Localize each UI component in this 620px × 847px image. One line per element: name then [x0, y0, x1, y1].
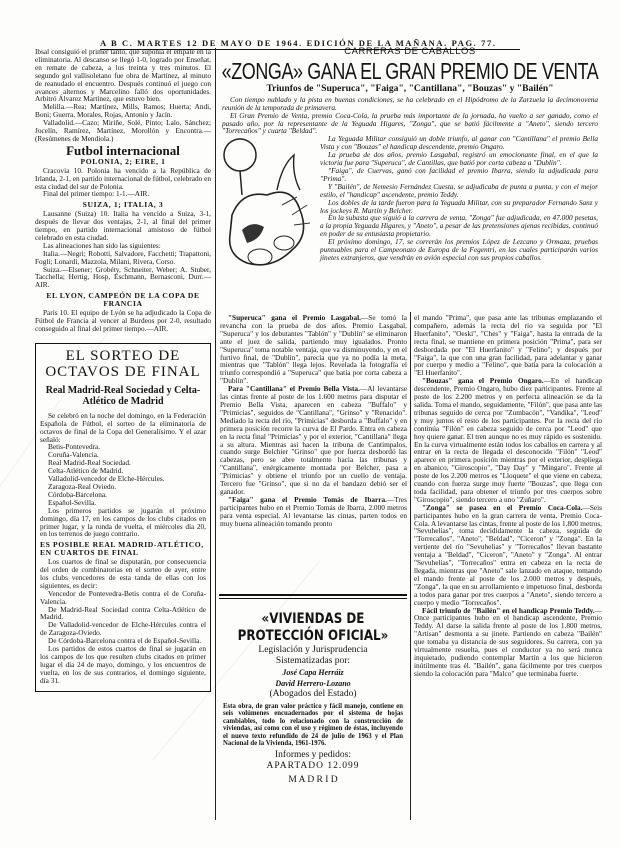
draw-item: Español-Sevilla. — [48, 497, 97, 507]
book-advertisement — [219, 590, 407, 816]
ad-info: Informes y pedidos: — [275, 750, 351, 761]
story-text: París 10. El equipo de Lyón se ha adjudicado la Copa de Fútbol de Francia al vencer al Burdeos por 2-0, resultado conseguido al final del primer tiempo.—AIR. — [35, 308, 211, 333]
story-text: Final del primer tiempo: 1-1.—AIR. — [43, 189, 150, 199]
intro-text: "Faiga", de Cuervas, ganó con facilidad el premio Ibarra, siendo la adjudicada para "Prima". — [320, 165, 598, 183]
race-text: —Se tomó la revancha con la prueba de dos años. Premio Lasgabal, "Superuca" y los debutantes "Tablón" y "Dublín" se eliminaron ante el juez de salida, partiendo muy igualados. Pronto "Superuca" toma notable ventaja, que va disminuyendo, y en el furtivo final, de "Dublín", parecía que ya no podía la meta, mientras que "Tablón" llega lejos. Revelada la fotografía el triunfo correspondió a "Superuca" que batía por corta cabeza a "Dublín". — [220, 314, 407, 386]
ad-author: José Capa Herráiz — [282, 668, 344, 677]
left-column — [35, 48, 211, 692]
ad-role: (Abogados del Estado) — [269, 689, 357, 699]
race-lead: Fácil triunfo de "Bailén" en el handicap Premio Teddy. — [422, 605, 595, 615]
intro-text: Y "Bailén", de Nemesio Fernández Cuesta, se adjudicaba de punta a punta, y con el mejor estilo, el "handicap" ascendente, premio Teddy. — [320, 181, 598, 199]
horse-illustration — [222, 135, 314, 277]
ad-address: APARTADO 12.099 — [266, 761, 360, 772]
race-lead: Para "Cantillana" el Premio Bella Vista. — [228, 384, 360, 394]
race-text: —Al levantarse las cintas frente al poste de los 1.600 metros para disputar el Premio Bella Vista, aparecen en cabeza "Buffalo" y "Primicias", seguidos de "Cantillana", "Grinso" y "Renacido". Mediado la recta del río, "Primicias" desborda a "Buffalo" y en primera posición recorre la curva de El Pardo. Entra en cabeza en la recta final "Primicias" y por el exterior, "Cantillana" llega a su altura. Mientras así hacen la tribuna de Cantimpalos, cuando surge Belchier "Grinso" que por fuerza desbordó las cabezas, pero se abre totalmente hacia las tribunas y "Cantillana", enérgicamente montada por Belcher, pasa a "Primicias" y obtiene el triunfo por un cuello de ventaja. Tercero fue "Grinso", que si no da el bandazo debió ser el ganador. — [220, 384, 407, 496]
box-subtitle: Real Madrid-Real Sociedad y Celta-Atlético de Madrid — [45, 384, 201, 407]
column-rule — [215, 48, 216, 820]
ad-city: M A D R I D — [288, 775, 338, 786]
race-lead: "Faiga" gana el Premio Tomás de Ibarra. — [228, 494, 387, 504]
quarter-item: Vencedor de Pontevedra-Betis contra el de Coruña-Valencia. — [40, 588, 206, 606]
ad-body: Esta obra, de gran valor práctico y fácil manejo, contiene en seis volúmenes encuadernados por el sistema de hojas cambiables, todo lo relacionado con la construcción de viviendas, así como con el uso y régimen de éstas, incluyendo el nuevo texto refundido de 24 de julio de 1963 y el Plan Nacional de la Vivienda, 1961-1976. — [223, 703, 403, 748]
column-rule — [410, 312, 411, 820]
page-header: A B C. MARTES 12 DE MAYO DE 1964. EDICIÓN DE LA MAÑANA. PAG. 77. — [100, 38, 520, 50]
race-text: —Tres participantes hubo en el Premio Tomás de Ibarra, 2.000 metros para venta especial. Al levantarse las cintas, parten todos en muy buena alineación tomando pronto — [220, 494, 407, 528]
subheadline: Triunfos de "Superuca", "Faiga", "Cantillana", "Bouzas" y "Bailén" — [266, 82, 554, 94]
divider — [219, 594, 407, 599]
race-text: el mando "Prima", que pasa ante las tribunas emplazando el compañero, además la recta del río va seguida por "El Huerfanito", "Oeski", "Ches" y "Faiga", hasta la entrada de la recta final, se mantiene en primera posición "Prima", para ser desbordada por "El Huerfanito" y "Felino"; y después por "Faiga", la que con una gran facilidad, para adelantar y ganar por cuerpo y medio a "Felino", que batía para la colocación a "El Huerfanito". — [414, 314, 602, 378]
ad-line: Legislación y Jurisprudencia — [258, 645, 368, 655]
intro-text: En la subasta que siguió a la carrera de venta, "Zonga" fue adjudicada, en 47.000 pesetas, a la propia Yeguada Higares, y "Aneto", a pesar de las pretensiones ajenas recibidas, continuó en poder de su entusiasta propietario. — [320, 213, 598, 239]
intro-text: El Gran Premio de Venta, premio Coca-Cola, la prueba más importante de la jornada, ha vuelto a ser ganado, como el pasado año, por la representante de la Yeguada Higares, "Zonga", que se batió fácilmente a "Aneto", siendo tercero "Torrecaños" y cuarta "Beldad". — [222, 110, 598, 136]
story-text: Cracovia 10. Polonia ha vencido a la República de Irlanda, 2-1, en partido internacional de fútbol, celebrado en esta ciudad del sur de Polonia. — [35, 165, 211, 191]
quarter-item: De Madrid-Real Sociedad contra Celta-Atlético de Madrid. — [40, 604, 206, 622]
box-text: Los partidos de estos cuartos de final se jugarán en los campos de los que resulten clubs citados en primer lugar el día 24 de mayo, domingo, y los encuentros de vuelta, en los de sus contrarios, el domingo siguiente, día 31. — [40, 644, 206, 685]
story-text: Las alineaciones han sido las siguientes: — [43, 240, 161, 250]
story-title: SUIZA, 1; ITALIA, 3 — [82, 200, 164, 210]
story-title: POLONIA, 2; EIRE, 1 — [80, 156, 166, 166]
story-text: Italia.—Negri; Robotti, Salvadore, Facchetti; Trapattoni, Fogli; Lonardi, Mazzola, Milani, Rivera, Corso. — [35, 248, 211, 266]
draw-item: Betis-Pontevedra. — [48, 442, 101, 452]
race-lead: "Superuca" gana el Premio Lasgabal. — [228, 314, 361, 322]
race-lead: "Bouzas" gana el Premio Ongaro. — [422, 376, 544, 386]
intro-text: El próximo domingo, 17, se correrán los premios López de Lezcano y Ormaza, pruebas puntuables para el Campeonato de Europa de la Fegentri, en las cuales participarán varios jinetes extranjeros, que vendrán en avión especial con sus propios caballos. — [320, 237, 598, 262]
race-lead: "Zonga" se pasea en el Premio Coca-Cola. — [422, 502, 583, 512]
draw-item: Coruña-Valencia. — [48, 450, 99, 460]
section-title: Futbol internacional — [66, 142, 180, 158]
draw-item: Real Madrid-Real Sociedad. — [48, 458, 131, 468]
ad-title-line: «VIVIENDAS DE — [261, 611, 365, 627]
intro-text: La prueba de dos años, premio Lasgabal, registró un emocionante final, en el que la victoria fue para "Superuca", de Cantillas, que batió por corta cabeza a "Dublín". — [320, 150, 598, 168]
race-text: —Seis participantes hubo en la gran carrera de venta, Premio Coca-Cola. A levantarse las cintas, frente al poste de los 1.800 metros, "Sevuhelias", toma decididamente la cabeza, seguida de "Torrecaños", "Aneto", "Beldad", "Ciceron" y "Zonga". En la vertiente del río "Sevuhelias" y "Torrecaños" llevan bastante ventaja a "Beldad", "Ciceron", "Aneto" y "Zonga". Al entrar "Sevuhelias", "Torrecaños" entra en cabeza en la recta de llegada, mientras que "Aneto" sale lanzado en ataque, tomando el mando frente al poste de los 2.000 metros y después, "Zonga", la que en su arrollamiento e impetuoso final, desborda a todos para ganar por tres cuerpos a "Aneto", siendo tercero a cuerpo y medio "Torrecaños". — [414, 502, 602, 607]
lineup-melilla: Melilla.—Rea; Martínez, Mills, Ramos; Huerta; Andi, Boni; Guerra, Morales, Rojas, Antonio y Jacín. — [35, 102, 211, 120]
box-title: EL SORTEO DE OCTAVOS DE FINAL — [45, 347, 201, 380]
intro-text: La Yeguada Militar consiguió un doble triunfo, al ganar con "Cantillana" el premio Bella Vista y con "Bouzas" el handicap descendente, premio Ongaro. — [320, 134, 598, 152]
draw-item: Celta-Atlético de Madrid. — [48, 466, 124, 476]
lineup-valladolid: Valladolid.—Cazo; Miriñe, Solé, Pinto; Lalo, Sánchez; Jocelín, Ramírez, Martínez, Morollón y Encontra.—(Resúmenes de Mendiola.) — [35, 118, 211, 143]
ad-title-line: PROTECCIÓN OFICIAL» — [237, 628, 389, 644]
middle-column — [220, 314, 407, 584]
box-subhead: ES POSIBLE REAL MADRID-ATLÉTICO, EN CUARTOS DE FINAL — [40, 540, 204, 558]
intro-text: Los dobles de la tarde fueron para la Yeguada Militar, con su preparador Fernando Sanz y los jockeys R. Martín y Belcher. — [320, 197, 598, 215]
race-text: —En el handicap descendente, Premio Ongaro, hubo diez participantes. Frente al poste de los 2.200 metros y en perfecta alineación se da la salida. Toma el mando, seguidamente, "Filón", que pasa ante las tribunas seguido de cerca por "Zumbacón", "Vandika", "Leod" y muy juntos el resto de los participantes. Por la recta del río continúa "Filón" en cabeza seguido de cerca por "Leod" que hoy quiere ganar. El tren aunque no es muy rápido es sostenido. En la curva virtualmente están todos los caballos en carrera y al entrar en la recta de llegada el desconocido "Filón" "Leod" aparece en primera posición mientras por el exterior, despliega en abanico, "Giroscopio", "Day Day" y "Mingaro". Frente al poste de los 2.200 metros es "Lloquete" el que viene en cabeza, cuando con fuerza surge muy fuerte "Bouzas", que llega con toda facilidad, para obtener el triunfo por tres cuerpos sobre "Giroscopio", siendo tercero a uno "Zuñaro". — [414, 376, 602, 504]
intro-text: Con tiempo nublado y la pista en buenas condiciones, se ha celebrado en el Hipódromo de la Zarzuela la decimonovena reunión de la temporada de primavera. — [222, 94, 598, 112]
draw-box — [35, 343, 211, 692]
draw-item: Zaragoza-Real Oviedo. — [48, 481, 117, 491]
story-title: EL LYON, CAMPEÓN DE LA COPA DE FRANCIA — [46, 291, 200, 309]
right-column — [414, 314, 602, 824]
box-text: Los cuartos de final se disputarán, por consecuencia del orden de combinatorias en el sorteo de ayer, entre los clubs vencedores de esta tanda de ellas con los siguientes, es decir: — [40, 557, 206, 590]
draw-item: Valladolid-vencedor de Elche-Hércules. — [48, 474, 165, 484]
quarter-item: De Valladolid-vencedor de Elche-Hércules contra el de Zaragoza-Oviedo. — [40, 620, 206, 638]
ad-author: David Herrero-Lozano — [275, 679, 351, 688]
quarter-item: De Córdoba-Barcelona contra el de Español-Sevilla. — [48, 636, 202, 646]
article-text: Ibsal consiguió el primer tanto, que suponía el empate en la eliminatoria. Al descanso se llegó 1-0, logrado por Enseñat, en remate de cabeza, a los treinta y tres minutos. El segundo gol vallisoletano fue obra de Martínez, al minuto de reanudado el encuentro. Después continuó el juego con avances alternos y Marcelino falló dos oportunidades. Arbitró Álvarez Martínez, que estuvo bien. — [35, 47, 211, 104]
race-text: —Once participantes hubo en el handicap ascendente, Premio Teddy. Al darse la salida frente al poste de los 1.800 metros, "Artisan" desmonta a su jinete. Partiendo en cabeza "Bailén" que tomaba ya distancia de sus seguidores. Su carrera, con ya virtualmente resuelta, pues el conductor ya no será nunca inquietado, pudiendo contemplar Martín a los que hicieron inútilmente tras él. "Bailén", gana fácilmente por tres cuerpos siendo la colocación para "Malco" que terminaba fuerte. — [414, 605, 602, 678]
ad-line: Sistematizadas por: — [275, 656, 351, 666]
story-text: Lausanne (Suiza) 10. Italia ha vencido a Suiza, 3-1, después de llevar dos ventajas, 2-1, al final del primer tiempo, en partido internacional amistoso de fútbol celebrado en esta ciudad. — [35, 209, 211, 242]
story-text: Suiza.—Elsener; Grobéty, Schneiter, Weber; A. Stuber, Tacchella; Hertig, Hosp, Eschmann, Bernasconi, Durr.—AIR. — [35, 264, 211, 290]
racing-article-top — [222, 48, 598, 277]
box-text: Los primeros partidos se jugarán el próximo domingo, día 17, en los campos de los clubs citados en primer lugar, y la ronda de vuelta, el miércoles día 20, en los terrenos de juego contrario. — [40, 505, 206, 539]
draw-item: Córdoba-Barcelona. — [48, 489, 107, 499]
box-text: Se celebró en la noche del domingo, en la Federación Española de Fútbol, el sorteo de la eliminatoria de octavos de final de la Copa del Generalísimo. Y el azar señaló: — [40, 410, 206, 444]
headline: «ZONGA» GANA EL GRAN PREMIO DE VENTA — [221, 57, 599, 84]
kicker: CARRERAS DE CABALLOS — [344, 46, 476, 57]
